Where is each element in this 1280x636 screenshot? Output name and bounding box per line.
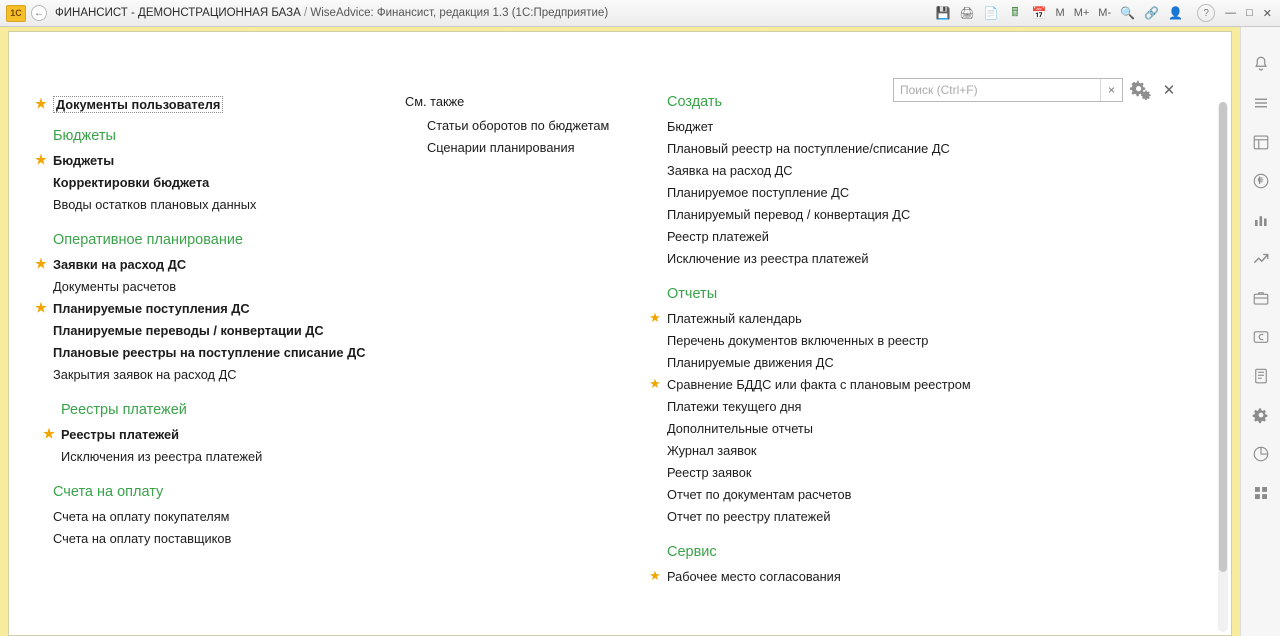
list-item[interactable] (645, 462, 1205, 484)
list-item-label: Платежный календарь (667, 311, 802, 326)
list-item[interactable] (645, 226, 1205, 248)
scrollbar-thumb[interactable] (1219, 102, 1227, 572)
link-icon[interactable]: 🔗 (1144, 6, 1160, 20)
back-arrow-icon[interactable]: ← (31, 5, 47, 21)
trend-icon[interactable] (1250, 248, 1272, 270)
list-item[interactable] (645, 116, 1205, 138)
list-item[interactable] (31, 446, 401, 468)
list-item[interactable] (405, 137, 643, 159)
list-item-label: Исключение из реестра платежей (667, 251, 869, 266)
see-also-header: См. также (405, 94, 465, 109)
chart-bar-icon[interactable] (1250, 209, 1272, 231)
magnifier-icon[interactable]: 🔍 (1120, 6, 1136, 20)
calendar-icon[interactable]: 📅 (1031, 6, 1047, 20)
list-item[interactable] (645, 138, 1205, 160)
list-item[interactable] (31, 506, 401, 528)
section-header-user-documents[interactable] (31, 94, 401, 116)
list-item[interactable] (31, 424, 401, 446)
title-bar (0, 0, 1280, 27)
window-title-separator: / (300, 7, 311, 19)
list-item[interactable] (645, 418, 1205, 440)
favorite-star-icon[interactable]: ★ (649, 568, 661, 583)
list-item-label: Планируемые поступления ДС (53, 301, 250, 316)
column-actions (645, 94, 1205, 604)
list-item[interactable] (645, 396, 1205, 418)
list-item-label: Бюджет (667, 119, 714, 134)
favorite-star-icon[interactable]: ★ (35, 300, 47, 315)
list-item[interactable] (31, 254, 401, 276)
titlebar-toolbar (935, 4, 1280, 22)
group-title: Счета на оплату (53, 484, 164, 500)
list-item-label: Корректировки бюджета (53, 175, 210, 190)
currency-icon[interactable] (1250, 326, 1272, 348)
app-logo-icon: 1C (6, 5, 26, 22)
favorite-star-icon[interactable]: ★ (35, 96, 47, 111)
column-documents (31, 94, 401, 566)
list-item-label: Реестр заявок (667, 465, 752, 480)
group-title: Сервис (667, 544, 717, 560)
window-controls (1197, 4, 1272, 22)
list-item-label: Платежи текущего дня (667, 399, 802, 414)
list-item[interactable] (31, 276, 401, 298)
list-item-label: Статьи оборотов по бюджетам (427, 118, 610, 133)
minimize-button[interactable]: — (1225, 7, 1237, 19)
group-reports (645, 286, 1205, 528)
list-item[interactable] (31, 194, 401, 216)
archive-icon[interactable] (1250, 365, 1272, 387)
list-item[interactable] (31, 342, 401, 364)
list-item[interactable] (645, 440, 1205, 462)
list-item-label: Бюджеты (53, 153, 115, 168)
window-title (55, 7, 608, 19)
group-service (645, 544, 1205, 588)
list-item-label: Документы расчетов (53, 279, 177, 294)
pie-chart-icon[interactable] (1250, 443, 1272, 465)
list-item-label: Журнал заявок (667, 443, 757, 458)
list-item[interactable] (645, 506, 1205, 528)
favorite-star-icon[interactable]: ★ (43, 426, 55, 441)
group-budgets (31, 128, 401, 216)
list-item-label: Реестры платежей (61, 427, 180, 442)
list-item[interactable] (31, 298, 401, 320)
calendar-tasks-icon[interactable] (1250, 131, 1272, 153)
list-item[interactable] (31, 364, 401, 386)
scale-decrease-button[interactable]: M- (1098, 7, 1112, 19)
group-invoices (31, 484, 401, 550)
list-item[interactable] (645, 160, 1205, 182)
list-item[interactable] (645, 352, 1205, 374)
list-item-label: Счета на оплату покупателям (53, 509, 230, 524)
list-item-label: Перечень документов включенных в реестр (667, 333, 929, 348)
close-window-button[interactable]: ✕ (1262, 7, 1272, 20)
window-title-app: WiseAdvice: Финансист, редакция 1.3 (1С:Предприятие) (310, 7, 609, 19)
favorite-star-icon[interactable]: ★ (649, 376, 661, 391)
payment-icon[interactable] (1250, 170, 1272, 192)
list-item[interactable] (645, 374, 1205, 396)
list-item-label: Исключения из реестра платежей (61, 449, 263, 464)
list-item-label: Заявка на расход ДС (667, 163, 793, 178)
list-item-label: Планируемое поступление ДС (667, 185, 850, 200)
list-item[interactable] (31, 150, 401, 172)
list-item-label: Сценарии планирования (427, 140, 575, 155)
list-item-label: Реестр платежей (667, 229, 769, 244)
grid-icon[interactable] (1250, 482, 1272, 504)
bell-icon[interactable] (1250, 53, 1272, 75)
navigation-panel (8, 31, 1232, 636)
close-panel-button[interactable]: ✕ (1162, 82, 1176, 99)
list-item-label: Плановые реестры на поступление списание ДС (53, 345, 366, 360)
column-see-also (405, 94, 643, 159)
group-title: Отчеты (667, 286, 718, 302)
scale-increase-button[interactable]: M+ (1073, 7, 1090, 19)
calculator-icon[interactable]: 🖩 (1011, 4, 1019, 19)
list-item-label: Сравнение БДДС или факта с плановым реестром (667, 377, 971, 392)
list-item-label: Планируемый перевод / конвертация ДС (667, 207, 911, 222)
list-item-label: Отчет по документам расчетов (667, 487, 852, 502)
navigation-columns (9, 94, 1224, 634)
group-operational-planning (31, 232, 401, 386)
group-payment-registries (31, 402, 401, 468)
favorite-star-icon[interactable]: ★ (35, 152, 47, 167)
list-item[interactable] (645, 566, 1205, 588)
group-title: Бюджеты (53, 128, 116, 144)
list-item[interactable] (31, 172, 401, 194)
list-item-label: Вводы остатков плановых данных (53, 197, 257, 212)
user-icon[interactable]: 👤 (1168, 6, 1184, 20)
window-title-main: ФИНАНСИСТ - ДЕМОНСТРАЦИОННАЯ БАЗА (55, 7, 301, 19)
briefcase-icon[interactable] (1250, 287, 1272, 309)
favorite-star-icon[interactable]: ★ (649, 310, 661, 325)
scale-normal-button[interactable]: M (1055, 7, 1065, 19)
list-item[interactable] (405, 115, 643, 137)
group-create (645, 94, 1205, 270)
list-item-label: Отчет по реестру платежей (667, 509, 831, 524)
list-item[interactable] (31, 320, 401, 342)
gear-icon[interactable] (1250, 404, 1272, 426)
list-item[interactable] (31, 528, 401, 550)
list-item[interactable] (645, 248, 1205, 270)
group-title: Реестры платежей (61, 402, 187, 418)
list-item[interactable] (645, 308, 1205, 330)
list-item-label: Счета на оплату поставщиков (53, 531, 232, 546)
list-item[interactable] (645, 484, 1205, 506)
list-item-label: Планируемые переводы / конвертации ДС (53, 323, 324, 338)
vertical-scrollbar[interactable] (1218, 102, 1228, 632)
menu-icon[interactable] (1250, 92, 1272, 114)
save-icon[interactable]: 💾 (935, 6, 951, 20)
favorite-star-icon[interactable]: ★ (35, 256, 47, 271)
list-item-label: Дополнительные отчеты (667, 421, 813, 436)
right-toolbar (1240, 27, 1280, 636)
search-clear-button[interactable]: × (1100, 79, 1122, 101)
maximize-button[interactable]: □ (1246, 7, 1253, 19)
list-item-label: Планируемые движения ДС (667, 355, 834, 370)
list-item-label: Закрытия заявок на расход ДС (53, 367, 237, 382)
list-item-label: Рабочее место согласования (667, 569, 841, 584)
list-item[interactable] (645, 204, 1205, 226)
user-documents-label: Документы пользователя (53, 96, 223, 113)
preview-icon[interactable]: 📄 (983, 6, 999, 20)
group-title: Оперативное планирование (53, 232, 244, 248)
list-item-label: Плановый реестр на поступление/списание ДС (667, 141, 950, 156)
list-item[interactable] (645, 330, 1205, 352)
group-title: Создать (667, 94, 723, 110)
list-item[interactable] (645, 182, 1205, 204)
list-item-label: Заявки на расход ДС (53, 257, 187, 272)
print-icon[interactable]: 🖨 (959, 6, 975, 20)
help-button[interactable]: ? (1197, 4, 1215, 22)
